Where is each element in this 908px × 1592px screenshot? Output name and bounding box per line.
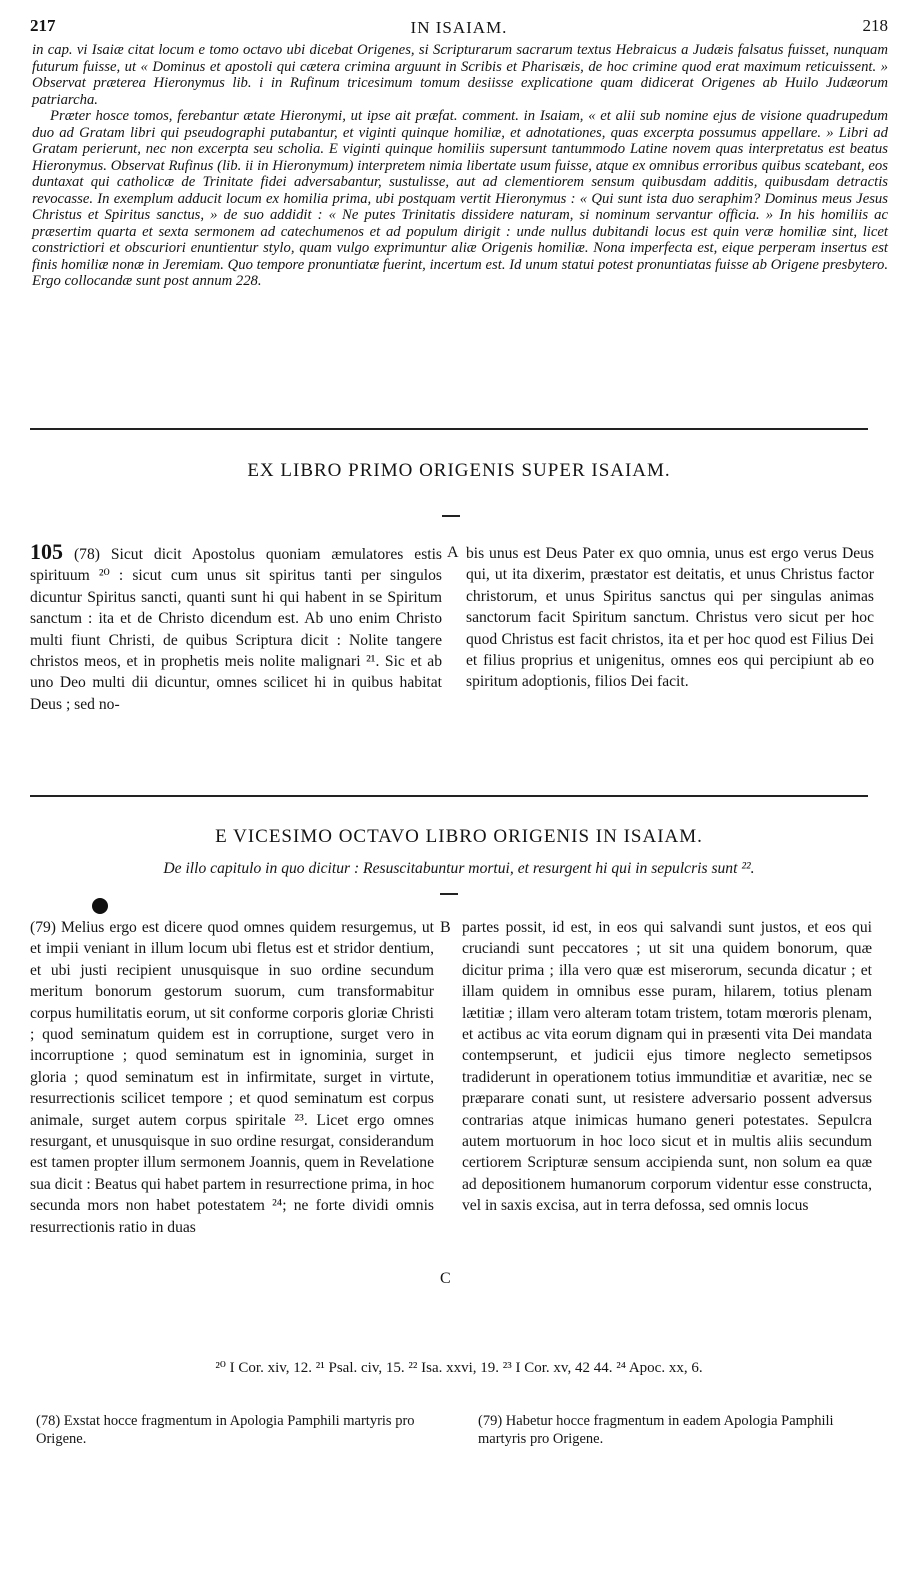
footnotes-line: ²⁰ I Cor. xiv, 12. ²¹ Psal. civ, 15. ²² Isa. xxvi, 19. ²³ I Cor. xv, 42 44. ²⁴ Apoc. xx, 6. [215,1360,703,1376]
section-1-right-text: bis unus est Deus Pater ex quo omnia, unus est ergo verus Deus qui, ut ita dixerim, præstator est deitatis, et unus Christus factor christorum, et unus Spiritus sanctus qui per singulas animas sanctorum facit Spiritum sanctum. Christus vero sicut per hoc quod Christus est facit christos, ita et per hoc quod est Filius Dei et filius proprius et unigenitus, omnes eos qui percipiunt ab eo spiritum adoptionis, filios Dei facit. [466,545,874,691]
endnote-78: (78) Exstat hocce fragmentum in Apologia Pamphili martyris pro Origene. [36,1413,415,1447]
intro-paragraph-1: in cap. vi Isaiæ citat locum e tomo octavo ubi dicebat Origenes, si Scripturarum sacrarum textus Hebraicus a Judæis falsatus fuisset, nunquam futurum fuisse, ut « Dominus et apostoli qui cætera crimina arguunt in Scribis et Pharisæis, de hoc crimine quod erat maximum reticuissent. » Observat præterea Hieronymus lib. i in Rufinum tricesimum tomum desiisse explicatione quam didicerat Origenes ab Huilo Judæorum patriarcha. [32,42,888,108]
page-number-right: 218 [862,16,888,35]
intro-paragraph-2: Præter hosce tomos, ferebantur ætate Hieronymi, ut ipse ait præfat. comment. in Isaiam, « et alii sub nomine ejus de visione quadrupedum duo ad Gratam libri qui pseudographi putabantur, et viginti quinque homiliæ, et adnotationes, quas excerpta possumus appellare. » Libri ad Gratam perierunt, nec non excerpta seu scholia. E viginti quinque homiliis supersunt tantummodo Latine novem quas interpretatus est beatus Hieronymus. Observat Rufinus (lib. ii in Hieronymum) interpretem nimia libertate usum fuisse, atque ex omnibus erroribus quibus scatebant, eos duntaxat qui catholicæ de Trinitate fidei adversabantur, sustulisse, aut ad clementiorem sensum quibusdam additis, quibusdam detractis revocasse. In exemplum adducit locum ex homilia prima, ubi postquam vertit Hieronymus : « Qui sunt ista duo seraphim? Dominus meus Jesus Christus et Spiritus sanctus, » de suo addidit : « Ne putes Trinitatis dissidere naturam, si nominum servantur officia. » In his homiliis ac præsertim quarta et sexta sermonem ad catechumenos et ad populum dirigit : unde nullus dubitandi locus est quin veræ homiliæ sint, licet constrictiori et obscuriori enuntientur stylo, quam vulgo exprimuntur aliæ Origenis homiliæ. Nona imperfecta est, eique perperam insertus est finis homiliæ nonæ in Jeremiam. Quo tempore pronuntiatæ fuerint, incertum est. Id unum statui potest pronuntiatas fuisse ab Origene presbytero. Ergo collocandæ sunt post annum 228. [32,108,888,289]
endnote-79: (79) Habetur hocce fragmentum in eadem Apologia Pamphili martyris pro Origene. [478,1413,834,1447]
section-divider-1 [30,428,868,430]
section-1-left-text: (78) Sicut dicit Apostolus quoniam æmulatores estis spirituum ²⁰ : sicut cum unus sit spiritus tanti per singulos dicuntur Spiritus sancti, quanti sunt hi qui habent in se Spiritum sanctum : ita et de Christo dicendum est. Ab uno enim Christo multi fiunt Christi, de quibus Scriptura dicit : Nolite tangere christos meos, et in prophetis meis nolite malignari ²¹. Sic et ab uno Deo multi dii dicuntur, omnes scilicet hi in quibus habitat Deus ; sed no- [30,546,442,713]
section-2-left-column [30,917,434,1238]
section-2-right-column [462,917,872,1217]
section-2-subtitle: De illo capitulo in quo dicitur : Resuscitabuntur mortui, et resurgent hi qui in sepulcris sunt ²². [163,860,755,877]
ink-blot-mark [92,898,108,914]
section-1-right-column [466,543,874,693]
column-number: 105 [30,539,63,564]
running-title: IN ISAIAM. [410,18,508,37]
section-2-right-text: partes possit, id est, in eos qui salvandi sunt justos, et eos qui cruciandi sunt peccatores ; ut sit una quidem bonorum, quæ dicitur prima ; illa vero quæ est miserorum, secunda dicatur ; et illam quidem in omnibus esse puram, hilarem, totius plenam lætitiæ ; illam vero alteram totam tristem, totam mœroris plenam, et actibus ac vita eorum dignam qui in præsenti vita Dei mandata contempserunt, et judicii ejus timore neglecto semetipsos tradiderunt in operationem totius immunditiæ et avaritiæ, nec se præparare conati sunt, ut resistere adversario possent adversus contrarias atque inimicas humano generi potestates. Sepulcra autem mortuorum in hoc loco sicut et in multis aliis secundum certiorem Scripturæ sensum accipienda sunt, non solum ea quæ ad depositionem humanorum corporum videntur esse constructa, vel in saxis excisa, aut in terra defossa, sed omnis locus [462,919,872,1215]
intro-text [32,42,888,290]
margin-marker-a: A [447,544,459,561]
title-dash-2 [440,893,458,895]
section-2-title: E VICESIMO OCTAVO LIBRO ORIGENIS IN ISAIAM. [215,826,703,847]
section-2-left-text: (79) Melius ergo est dicere quod omnes quidem resurgemus, ut et impii veniant in illum locum ubi fletus est et stridor dentium, et ubi justi recipient unusquisque in suo ordine secundum meritum bonorum gestorum suorum, cum transformabitur corpus humilitatis eorum, ut sit conforme corporis gloriæ Christi ; quod seminatum quidem est in corruptione, surget vero in incorruptione ; quod seminatum est in ignominia, surget in gloria ; quod seminatum est in infirmitate, surget in virtute, resurrectionis scilicet tempore ; et quod seminatum est corpus animale, surget autem corpus spiritale ²³. Licet ergo omnes resurgant, et unusquisque in suo ordine resurgat, considerandum est tamen propter illum sermonem Joannis, quem in Revelatione sua dicit : Beatus qui habet partem in resurrectione prima, in hoc secunda mors non habet potestatem ²⁴; ne forte dividi omnis resurrectionis ratio in duas [30,919,434,1236]
margin-marker-c: C [440,1270,451,1287]
section-divider-2 [30,795,868,797]
margin-marker-b: B [440,919,451,936]
section-1-left-column [30,541,442,715]
page-number-left: 217 [30,16,56,35]
running-header [30,16,888,38]
title-dash-1 [442,515,460,517]
section-1-title: EX LIBRO PRIMO ORIGENIS SUPER ISAIAM. [247,460,671,481]
